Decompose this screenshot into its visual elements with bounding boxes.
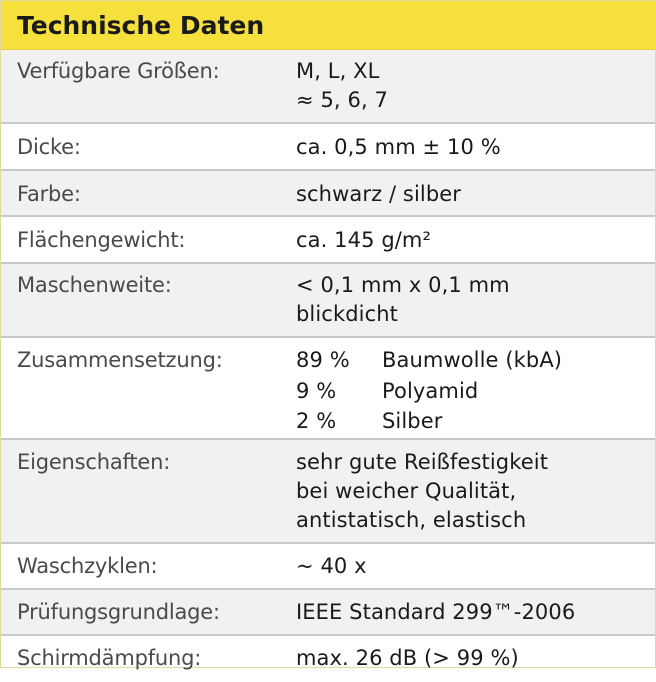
row-value [296, 644, 519, 682]
row-wash-cycles [1, 544, 655, 590]
value-line: blickdicht [296, 302, 398, 326]
row-shielding [1, 636, 655, 682]
row-mesh [1, 264, 655, 338]
row-properties [1, 440, 655, 544]
row-label: Zusammensetzung: [17, 348, 223, 372]
row-label: Flächengewicht: [17, 228, 186, 252]
row-value [296, 598, 575, 634]
value-line: max. 26 dB (> 99 %) [296, 646, 519, 670]
row-value [296, 180, 461, 215]
composition-percent: 89 % [296, 348, 350, 372]
value-line: antistatisch, elastisch [296, 508, 527, 532]
value-line: M, L, XL [296, 59, 380, 83]
row-label: Dicke: [17, 135, 81, 159]
row-test-basis [1, 590, 655, 636]
row-label: Verfügbare Größen: [17, 59, 220, 83]
row-thickness [1, 124, 655, 171]
row-value [296, 226, 431, 262]
value-line: bei weicher Qualität, [296, 479, 517, 503]
value-line: ~ 40 x [296, 554, 367, 578]
row-value [296, 57, 388, 122]
row-value [296, 552, 367, 588]
row-value [296, 271, 510, 336]
composition-material: Polyamid [382, 378, 479, 403]
composition-percent: 2 % [296, 409, 337, 434]
row-label: Maschenweite: [17, 273, 172, 297]
composition-material: Baumwolle (kbA) [382, 348, 563, 372]
composition-material: Silber [382, 409, 443, 434]
value-line: ca. 145 g/m² [296, 228, 432, 252]
row-label: Farbe: [17, 182, 81, 206]
row-label: Eigenschaften: [17, 450, 171, 474]
table-title: Technische Daten [1, 1, 655, 50]
value-line: ≈ 5, 6, 7 [296, 88, 388, 112]
row-sizes [1, 50, 655, 124]
value-line: schwarz / silber [296, 182, 462, 206]
row-weight [1, 217, 655, 264]
row-label: Prüfungsgrundlage: [17, 600, 220, 624]
row-value [296, 133, 501, 169]
row-color [1, 171, 655, 217]
value-line: IEEE Standard 299™-2006 [296, 600, 576, 624]
composition-list [296, 346, 562, 438]
value-line: < 0,1 mm x 0,1 mm [296, 273, 510, 297]
value-line: ca. 0,5 mm ± 10 % [296, 135, 501, 159]
row-label: Schirmdämpfung: [17, 646, 202, 670]
row-label: Waschzyklen: [17, 554, 158, 578]
composition-percent: 9 % [296, 378, 337, 403]
value-line: sehr gute Reißfestigkeit [296, 450, 549, 474]
row-composition [1, 338, 655, 440]
row-value [296, 448, 548, 542]
